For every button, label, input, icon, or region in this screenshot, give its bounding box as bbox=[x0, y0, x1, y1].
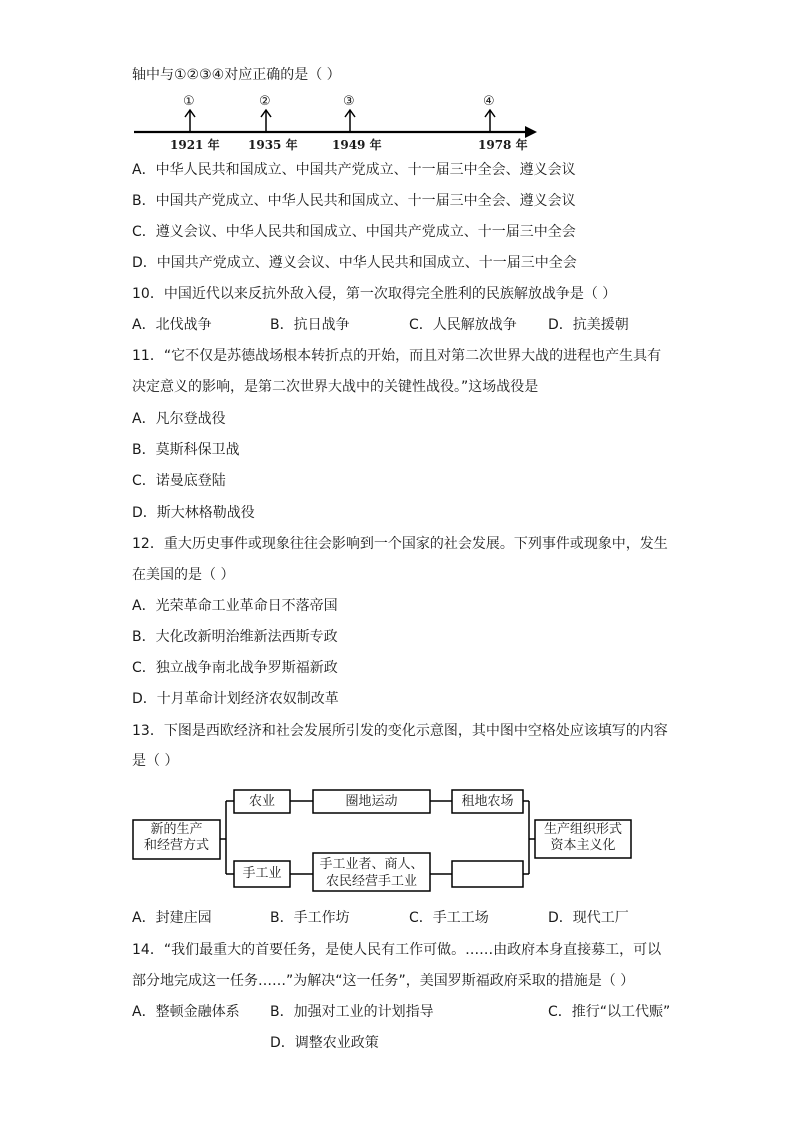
timeline-year-4: 1978 年 bbox=[478, 138, 528, 152]
q13-option-a[interactable]: A．封建庄园 bbox=[132, 910, 212, 926]
q12-option-a[interactable]: A．光荣革命工业革命日不落帝国 bbox=[132, 598, 338, 614]
q14-option-d[interactable]: D．调整农业政策 bbox=[270, 1035, 379, 1051]
timeline-arrow-2 bbox=[261, 110, 271, 131]
q14-stem-line1: 14．“我们最重大的首要任务，是使人民有工作可做。……由政府本身直接募工，可以 bbox=[132, 942, 662, 958]
timeline-marker-4: ④ bbox=[483, 94, 495, 109]
q13-stem-line2: 是（ ） bbox=[132, 753, 179, 769]
diagram-handicraft: 手工业 bbox=[242, 866, 282, 881]
timeline-axis bbox=[0, 80, 794, 240]
diagram-rent-farm: 租地农场 bbox=[461, 794, 514, 809]
diagram-agriculture: 农业 bbox=[248, 794, 275, 809]
q9-option-b[interactable]: B．中国共产党成立、中华人民共和国成立、十一届三中全会、遵义会议 bbox=[132, 193, 576, 209]
diagram-right-label-1: 生产组织形式 bbox=[543, 822, 622, 837]
q14-option-a[interactable]: A．整顿金融体系 bbox=[132, 1004, 240, 1020]
q12-stem-line2: 在美国的是（ ） bbox=[132, 567, 235, 583]
diagram-actors-2: 农民经营手工业 bbox=[325, 874, 417, 889]
q14-option-b[interactable]: B．加强对工业的计划指导 bbox=[270, 1004, 434, 1020]
q14-option-c[interactable]: C．推行“以工代赈” bbox=[548, 1004, 671, 1020]
q12-option-c[interactable]: C．独立战争南北战争罗斯福新政 bbox=[132, 660, 338, 676]
timeline-arrow-1 bbox=[185, 110, 195, 131]
q11-stem-line2: 决定意义的影响，是第二次世界大战中的关键性战役。”这场战役是 bbox=[132, 379, 539, 395]
q11-option-c[interactable]: C．诺曼底登陆 bbox=[132, 473, 226, 489]
diagram-left-label-2: 和经营方式 bbox=[143, 838, 209, 853]
timeline-marker-2: ② bbox=[259, 94, 271, 109]
q13-option-c[interactable]: C．手工工场 bbox=[409, 910, 489, 926]
q9-option-a[interactable]: A．中华人民共和国成立、中国共产党成立、十一届三中全会、遵义会议 bbox=[132, 162, 576, 178]
q10-option-d[interactable]: D．抗美援朝 bbox=[548, 317, 629, 333]
diagram-enclosure: 圈地运动 bbox=[345, 794, 398, 809]
timeline-arrow-4 bbox=[485, 110, 495, 131]
q13-option-d[interactable]: D．现代工厂 bbox=[548, 910, 629, 926]
q9-stem: 轴中与①②③④对应正确的是（ ） bbox=[132, 67, 341, 83]
timeline-year-1: 1921 年 bbox=[170, 138, 220, 152]
q9-option-d[interactable]: D．中国共产党成立、遵义会议、中华人民共和国成立、十一届三中全会 bbox=[132, 255, 577, 271]
timeline-arrow-3 bbox=[345, 110, 355, 131]
q10-option-c[interactable]: C．人民解放战争 bbox=[409, 317, 517, 333]
diagram-actors-1: 手工业者、商人、 bbox=[319, 857, 424, 872]
q11-option-a[interactable]: A．凡尔登战役 bbox=[132, 411, 226, 427]
timeline-year-2: 1935 年 bbox=[248, 138, 298, 152]
q11-option-d[interactable]: D．斯大林格勒战役 bbox=[132, 505, 255, 521]
q12-stem-line1: 12．重大历史事件或现象往往会影响到一个国家的社会发展。下列事件或现象中，发生 bbox=[132, 536, 668, 552]
q14-stem-line2: 部分地完成这一任务……”为解决“这一任务”，美国罗斯福政府采取的措施是（ ） bbox=[132, 973, 635, 989]
timeline-year-3: 1949 年 bbox=[332, 138, 382, 152]
q10-stem: 10．中国近代以来反抗外敌入侵，第一次取得完全胜利的民族解放战争是（ ） bbox=[132, 286, 617, 302]
q12-option-b[interactable]: B．大化改新明治维新法西斯专政 bbox=[132, 629, 338, 645]
q13-option-b[interactable]: B．手工作坊 bbox=[270, 910, 350, 926]
diagram-right-label-2: 资本主义化 bbox=[550, 838, 616, 853]
q11-option-b[interactable]: B．莫斯科保卫战 bbox=[132, 442, 240, 458]
q10-option-a[interactable]: A．北伐战争 bbox=[132, 317, 212, 333]
q9-option-c[interactable]: C．遵义会议、中华人民共和国成立、中国共产党成立、十一届三中全会 bbox=[132, 224, 576, 240]
q12-option-d[interactable]: D．十月革命计划经济农奴制改革 bbox=[132, 691, 339, 707]
blank-box bbox=[452, 861, 523, 887]
q11-stem-line1: 11．“它不仅是苏德战场根本转折点的开始，而且对第二次世界大战的进程也产生具有 bbox=[132, 348, 662, 364]
diagram-left-label-1: 新的生产 bbox=[150, 822, 203, 837]
q13-stem-line1: 13．下图是西欧经济和社会发展所引发的变化示意图，其中图中空格处应该填写的内容 bbox=[132, 723, 668, 739]
timeline-marker-1: ① bbox=[183, 94, 195, 109]
timeline-marker-3: ③ bbox=[343, 94, 355, 109]
q10-option-b[interactable]: B．抗日战争 bbox=[270, 317, 350, 333]
